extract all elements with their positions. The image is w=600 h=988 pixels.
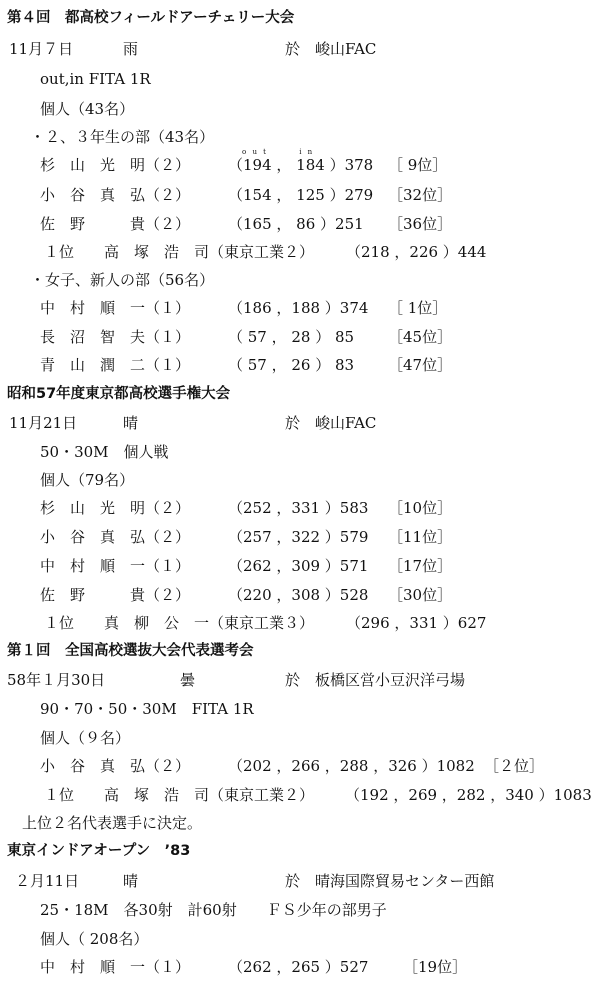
event-weather: 曇 bbox=[180, 671, 196, 689]
event-format: 25・18M 各30射 計60射 ＦＳ少年の部男子 bbox=[40, 901, 387, 919]
result-name: 杉 山 光 明（２） bbox=[40, 156, 191, 174]
first-place-name: １位 真 柳 公 一（東京工業３） bbox=[44, 614, 315, 632]
result-rank: ［11位］ bbox=[388, 528, 453, 546]
result-rank: ［19位］ bbox=[403, 958, 468, 976]
entrant-count: 個人（９名） bbox=[40, 729, 131, 747]
result-name: 青 山 潤 二（１） bbox=[40, 356, 191, 374]
division-title: ・女子、新人の部（56名） bbox=[30, 271, 215, 289]
result-name: 小 谷 真 弘（２） bbox=[40, 186, 191, 204]
section-title: 昭和57年度東京都高校選手権大会 bbox=[7, 386, 231, 402]
result-rank: ［17位］ bbox=[388, 557, 453, 575]
result-scores: （262 ，265 ）527 bbox=[228, 958, 369, 976]
first-place-name: １位 高 塚 浩 司（東京工業２） bbox=[44, 786, 315, 804]
result-rank: ［ 9位］ bbox=[388, 156, 448, 174]
result-name: 小 谷 真 弘（２） bbox=[40, 757, 191, 775]
first-place-scores: （296 ，331 ）627 bbox=[346, 614, 487, 632]
first-place-scores: （218 ，226 ）444 bbox=[346, 243, 487, 261]
event-weather: 晴 bbox=[123, 414, 139, 432]
result-scores: （220 ，308 ）528 bbox=[228, 586, 369, 604]
event-venue: 於 峻山FAC bbox=[285, 414, 377, 432]
event-date: 58年１月30日 bbox=[7, 671, 106, 689]
result-rank: ［47位］ bbox=[388, 356, 453, 374]
result-scores: （202 ，266 ，288 ，326 ）1082 bbox=[228, 757, 475, 775]
result-name: 佐 野 貴（２） bbox=[40, 215, 191, 233]
result-rank: ［32位］ bbox=[388, 186, 453, 204]
result-scores: （252 ，331 ）583 bbox=[228, 499, 369, 517]
selection-note: 上位２名代表選手に決定。 bbox=[22, 814, 203, 832]
section-title: 第１回 全国高校選抜大会代表選考会 bbox=[7, 643, 254, 659]
result-scores: （262 ，309 ）571 bbox=[228, 557, 369, 575]
event-weather: 晴 bbox=[123, 872, 139, 890]
result-rank: ［ 1位］ bbox=[388, 299, 448, 317]
result-name: 杉 山 光 明（２） bbox=[40, 499, 191, 517]
event-date: 11月７日 bbox=[9, 40, 74, 58]
result-scores: （ 57 ， 28 ） 85 bbox=[228, 328, 355, 346]
result-name: 長 沼 智 夫（１） bbox=[40, 328, 191, 346]
result-scores: （ 57 ， 26 ） 83 bbox=[228, 356, 355, 374]
event-format: out,in FITA 1R bbox=[40, 70, 151, 88]
entrant-count: 個人（79名） bbox=[40, 471, 135, 489]
event-venue: 於 峻山FAC bbox=[285, 40, 377, 58]
result-rank: ［10位］ bbox=[388, 499, 453, 517]
entrant-count: 個人（43名） bbox=[40, 100, 135, 118]
event-date: ２月11日 bbox=[15, 872, 80, 890]
entrant-count: 個人（ 208名） bbox=[40, 930, 149, 948]
result-rank: ［45位］ bbox=[388, 328, 453, 346]
event-venue: 於 晴海国際貿易センター西館 bbox=[285, 872, 495, 890]
event-format: 90・70・50・30M FITA 1R bbox=[40, 700, 254, 718]
event-weather: 雨 bbox=[123, 40, 139, 58]
result-scores: （186 ，188 ）374 bbox=[228, 299, 369, 317]
first-place-scores: （192 ，269 ，282 ，340 ）1083 bbox=[345, 786, 592, 804]
result-scores: （257 ，322 ）579 bbox=[228, 528, 369, 546]
result-name: 中 村 順 一（１） bbox=[40, 557, 191, 575]
event-venue: 於 板橋区営小豆沢洋弓場 bbox=[285, 671, 466, 689]
section-title: 第４回 都高校フィールドアーチェリー大会 bbox=[7, 10, 295, 26]
result-name: 小 谷 真 弘（２） bbox=[40, 528, 191, 546]
result-scores: （165 ， 86 ）251 bbox=[228, 215, 364, 233]
result-scores: （154 ， 125 ）279 bbox=[228, 186, 374, 204]
first-place-name: １位 高 塚 浩 司（東京工業２） bbox=[44, 243, 315, 261]
division-title: ・２、３年生の部（43名） bbox=[30, 128, 215, 146]
section-title: 東京インドアオープン ’83 bbox=[7, 843, 191, 859]
score-marks: o u t i n bbox=[242, 148, 315, 156]
result-name: 佐 野 貴（２） bbox=[40, 586, 191, 604]
result-rank: ［２位］ bbox=[484, 757, 545, 775]
result-scores: o u t i n （194 ， 184 ）378 bbox=[228, 148, 374, 174]
result-rank: ［30位］ bbox=[388, 586, 453, 604]
event-date: 11月21日 bbox=[9, 414, 78, 432]
event-format: 50・30M 個人戦 bbox=[40, 443, 169, 461]
result-rank: ［36位］ bbox=[388, 215, 453, 233]
result-name: 中 村 順 一（１） bbox=[40, 299, 191, 317]
result-name: 中 村 順 一（１） bbox=[40, 958, 191, 976]
